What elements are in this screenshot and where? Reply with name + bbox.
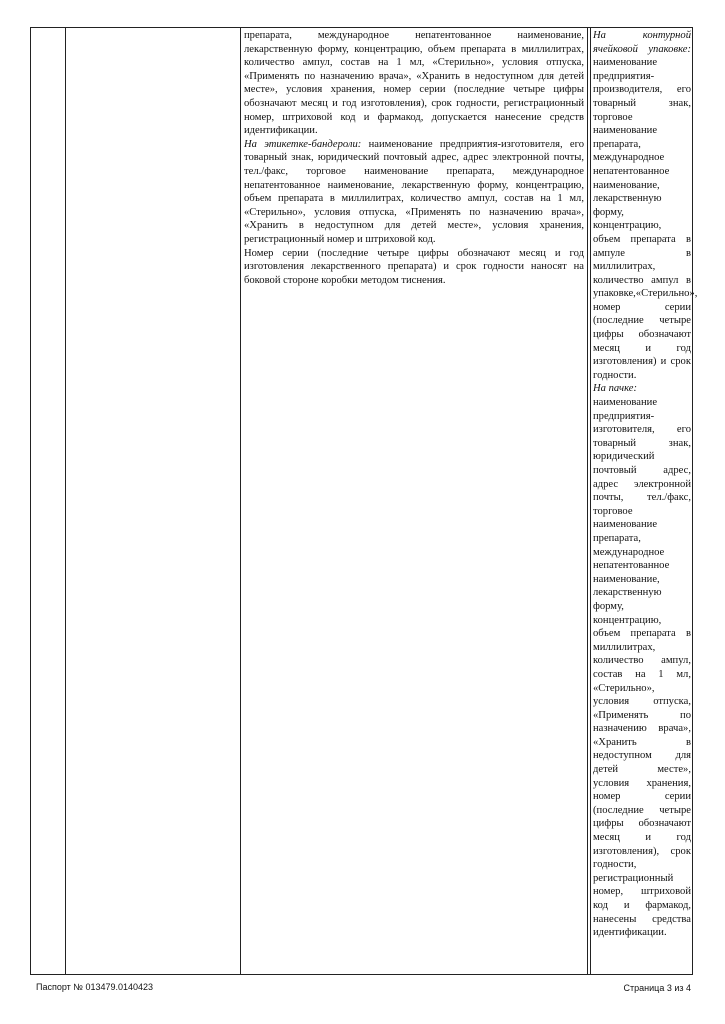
contour-text: наименование предприятия-производителя, его товарный знак, торговое наименование препарата, международное непатентованное наименование, лекарственную форму, концентрацию, объем препарата в ампуле в миллилитрах, количество ампул в упаковке,«Стерильно», номер серии (последние четыре цифры обозначают месяц и год изготовления) и срок годности. [593,57,698,381]
column-divider [590,28,591,974]
banderol-text: наименование предприятия-изготовителя, его товарный знак, юридический почтовый адрес, адрес электронной почты, тел./факс, торговое наименование препарата, международное непатентованное наименование, лекарственную форму, концентрацию, объем препарата в миллилитрах, количество ампул, состав на 1 мл, «Стерильно», условия отпуска, «Применять по назначению врача», «Хранить в недоступном для детей месте», условия хранения, регистрационный номер и штриховой код. [244,138,584,245]
column-divider [587,28,588,974]
passport-number: Паспорт № 013479.0140423 [36,982,154,992]
column-divider [65,28,66,974]
main-paragraph-3: Номер серии (последние четыре цифры обозначают месяц и год изготовления лекарственного препарата) и срок годности наносят на боковой стороне коробки методом тиснения. [244,247,584,286]
banderol-paragraph [244,138,584,247]
pack-heading: На пачке: [593,383,638,395]
contour-heading: На контурной ячейковой упаковке: [593,30,691,55]
banderol-heading: На этикетке-бандероли: [244,138,362,150]
pack-text: наименование предприятия-изготовителя, его товарный знак, юридический почтовый адрес, адрес электронной почты, тел./факс, торговое наименование препарата, международное непатентованное наименование, лекарственную форму, концентрацию, объем препарата в миллилитрах, количество ампул, состав на 1 мл, «Стерильно», условия отпуска, «Применять по назначению врача», «Хранить в недоступном для детей месте», условия хранения, номер серии (последние четыре цифры обозначают месяц и год изготовления), срок годности, регистрационный номер, штриховой код и фармакод, нанесены средства идентификации. [593,397,691,939]
contour-paragraph [593,29,698,382]
page-number: Страница 3 из 4 [623,983,691,993]
document-table [30,27,698,975]
main-column-text [244,29,584,287]
side-column-text [593,29,698,940]
column-divider [240,28,241,974]
main-paragraph-1: препарата, международное непатентованное наименование, лекарственную форму, концентрацию, объем препарата в миллилитрах, количество ампул, состав на 1 мл, «Стерильно», условия отпуска, «Применять по назначению врача», «Хранить в недоступном для детей месте», условия хранения, номер серии (последние четыре цифры обозначают месяц и год изготовления), срок годности, регистрационный номер, штриховой код и фармакод, допускается нанесение средств идентификации. [244,30,584,137]
